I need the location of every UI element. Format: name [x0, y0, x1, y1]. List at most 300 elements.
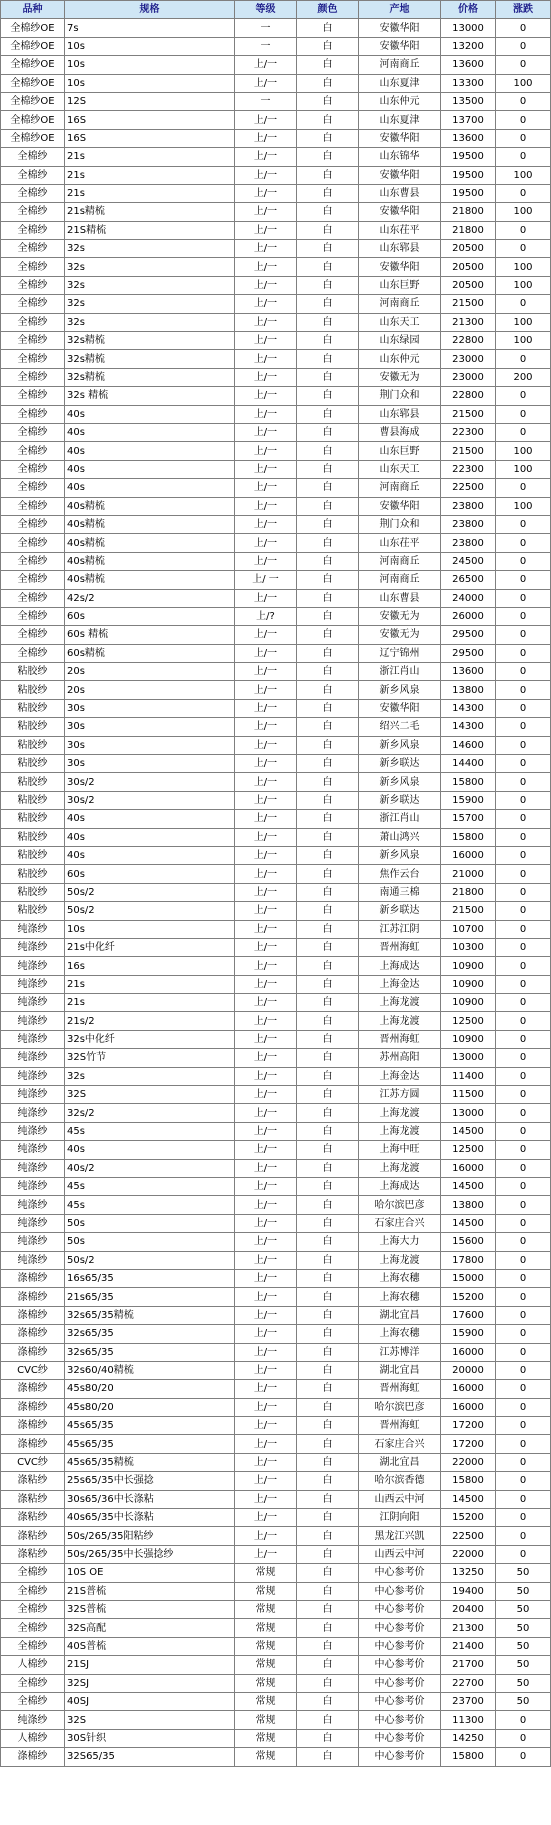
cell-variety: 粘胶纱 [1, 663, 65, 681]
cell-color: 白 [297, 920, 359, 938]
cell-price: 14300 [441, 718, 496, 736]
cell-change: 0 [496, 1453, 551, 1471]
cell-color: 白 [297, 810, 359, 828]
cell-change: 0 [496, 1049, 551, 1067]
cell-origin: 上海农穗 [359, 1325, 441, 1343]
cell-spec: 50s/265/35中长强捻纱 [65, 1545, 235, 1563]
cell-spec: 32S [65, 1086, 235, 1104]
cell-color: 白 [297, 1692, 359, 1710]
cell-price: 10900 [441, 957, 496, 975]
cell-change: 0 [496, 221, 551, 239]
cell-variety: 全棉纱OE [1, 92, 65, 110]
table-row [1, 1472, 551, 1490]
cell-price: 13300 [441, 74, 496, 92]
cell-grade: 上/一 [235, 1122, 297, 1140]
table-row [1, 1086, 551, 1104]
cell-color: 白 [297, 1159, 359, 1177]
cell-change: 0 [496, 957, 551, 975]
cell-price: 23800 [441, 497, 496, 515]
cell-grade: 常规 [235, 1748, 297, 1766]
cell-color: 白 [297, 681, 359, 699]
cell-spec: 32SJ [65, 1674, 235, 1692]
cell-price: 10900 [441, 994, 496, 1012]
table-row [1, 1692, 551, 1710]
cell-grade: 上/一 [235, 74, 297, 92]
table-row [1, 92, 551, 110]
cell-grade: 上/一 [235, 1269, 297, 1287]
cell-spec: 40s [65, 846, 235, 864]
cell-origin: 江阴向阳 [359, 1509, 441, 1527]
cell-price: 22300 [441, 460, 496, 478]
cell-spec: 32s [65, 258, 235, 276]
cell-price: 21800 [441, 203, 496, 221]
cell-variety: 纯涤纱 [1, 957, 65, 975]
cell-variety: 纯涤纱 [1, 1233, 65, 1251]
cell-grade: 上/一 [235, 957, 297, 975]
cell-grade: 上/一 [235, 1214, 297, 1232]
cell-origin: 山东曹县 [359, 589, 441, 607]
cell-price: 14400 [441, 755, 496, 773]
cell-color: 白 [297, 56, 359, 74]
cell-change: 0 [496, 1417, 551, 1435]
cell-change: 0 [496, 56, 551, 74]
cell-spec: 40s [65, 1141, 235, 1159]
cell-variety: 涤棉纱 [1, 1435, 65, 1453]
cell-variety: 全棉纱 [1, 148, 65, 166]
cell-spec: 21S精梳 [65, 221, 235, 239]
cell-grade: 上/一 [235, 1380, 297, 1398]
cell-change: 0 [496, 1196, 551, 1214]
cell-change: 0 [496, 1012, 551, 1030]
cell-variety: 涤棉纱 [1, 1343, 65, 1361]
cell-price: 10900 [441, 1030, 496, 1048]
cell-grade: 上/一 [235, 626, 297, 644]
cell-change: 0 [496, 699, 551, 717]
cell-origin: 中心参考价 [359, 1656, 441, 1674]
cell-spec: 21SJ [65, 1656, 235, 1674]
cell-spec: 30s [65, 699, 235, 717]
table-row [1, 644, 551, 662]
cell-spec: 21s中化纤 [65, 938, 235, 956]
table-row [1, 1509, 551, 1527]
cell-grade: 上/一 [235, 1288, 297, 1306]
cell-change: 0 [496, 515, 551, 533]
table-row [1, 1361, 551, 1379]
cell-change: 100 [496, 166, 551, 184]
cell-color: 白 [297, 1196, 359, 1214]
cell-grade: 上/一 [235, 1030, 297, 1048]
cell-color: 白 [297, 957, 359, 975]
cell-origin: 中心参考价 [359, 1582, 441, 1600]
cell-grade: 上/一 [235, 865, 297, 883]
cell-spec: 25s65/35中长强捻 [65, 1472, 235, 1490]
cell-price: 21500 [441, 442, 496, 460]
cell-spec: 50s [65, 1214, 235, 1232]
cell-price: 20500 [441, 240, 496, 258]
cell-color: 白 [297, 1453, 359, 1471]
table-row [1, 534, 551, 552]
cell-change: 0 [496, 37, 551, 55]
cell-variety: 纯涤纱 [1, 1104, 65, 1122]
cell-variety: 涤粘纱 [1, 1509, 65, 1527]
cell-color: 白 [297, 589, 359, 607]
table-row [1, 1141, 551, 1159]
cell-grade: 上/一 [235, 1141, 297, 1159]
cell-change: 0 [496, 920, 551, 938]
cell-change: 0 [496, 902, 551, 920]
cell-grade: 上/一 [235, 1067, 297, 1085]
cell-change: 0 [496, 184, 551, 202]
cell-grade: 上/一 [235, 1453, 297, 1471]
cell-change: 50 [496, 1692, 551, 1710]
cell-change: 100 [496, 460, 551, 478]
cell-spec: 32s中化纤 [65, 1030, 235, 1048]
cell-grade: 上/ 一 [235, 571, 297, 589]
cell-variety: 全棉纱 [1, 607, 65, 625]
cell-variety: 全棉纱 [1, 258, 65, 276]
cell-spec: 60s [65, 607, 235, 625]
cell-color: 白 [297, 184, 359, 202]
header-price: 价格 [441, 1, 496, 19]
cell-variety: 纯涤纱 [1, 1141, 65, 1159]
cell-origin: 中心参考价 [359, 1674, 441, 1692]
cell-grade: 上/一 [235, 148, 297, 166]
table-row [1, 699, 551, 717]
cell-price: 15900 [441, 1325, 496, 1343]
cell-spec: 32s65/35 [65, 1325, 235, 1343]
cell-change: 50 [496, 1564, 551, 1582]
cell-variety: 全棉纱 [1, 184, 65, 202]
cell-variety: 全棉纱 [1, 1692, 65, 1710]
table-row [1, 515, 551, 533]
cell-price: 13800 [441, 681, 496, 699]
cell-change: 0 [496, 975, 551, 993]
cell-spec: 21s [65, 184, 235, 202]
cell-spec: 32S高配 [65, 1619, 235, 1637]
cell-color: 白 [297, 846, 359, 864]
cell-change: 100 [496, 74, 551, 92]
cell-color: 白 [297, 1030, 359, 1048]
cell-spec: 32s精梳 [65, 350, 235, 368]
cell-color: 白 [297, 828, 359, 846]
cell-change: 0 [496, 1178, 551, 1196]
cell-change: 0 [496, 423, 551, 441]
cell-spec: 16S [65, 111, 235, 129]
cell-change: 0 [496, 1509, 551, 1527]
table-row [1, 1637, 551, 1655]
cell-color: 白 [297, 1251, 359, 1269]
cell-origin: 曹县海成 [359, 423, 441, 441]
cell-origin: 上海中旺 [359, 1141, 441, 1159]
table-row [1, 791, 551, 809]
cell-origin: 新乡联达 [359, 902, 441, 920]
cell-change: 0 [496, 1472, 551, 1490]
cell-origin: 安徽华阳 [359, 166, 441, 184]
table-row [1, 1435, 551, 1453]
cell-variety: 全棉纱 [1, 1582, 65, 1600]
table-row [1, 479, 551, 497]
cell-spec: 50s/265/35阳粘纱 [65, 1527, 235, 1545]
cell-grade: 上/一 [235, 497, 297, 515]
cell-price: 15000 [441, 1269, 496, 1287]
cell-price: 11400 [441, 1067, 496, 1085]
cell-spec: 50s [65, 1233, 235, 1251]
cell-origin: 中心参考价 [359, 1637, 441, 1655]
cell-origin: 上海成达 [359, 957, 441, 975]
cell-variety: 粘胶纱 [1, 828, 65, 846]
table-row [1, 975, 551, 993]
cell-spec: 32s60/40精梳 [65, 1361, 235, 1379]
table-row [1, 1159, 551, 1177]
cell-price: 22500 [441, 1527, 496, 1545]
cell-spec: 40s精梳 [65, 515, 235, 533]
cell-color: 白 [297, 1067, 359, 1085]
cell-variety: 全棉纱 [1, 1564, 65, 1582]
cell-change: 0 [496, 644, 551, 662]
table-row [1, 295, 551, 313]
cell-change: 0 [496, 1748, 551, 1766]
cell-spec: 30S针织 [65, 1729, 235, 1747]
cell-change: 0 [496, 534, 551, 552]
cell-change: 0 [496, 148, 551, 166]
cell-price: 22700 [441, 1674, 496, 1692]
cell-grade: 上/一 [235, 1361, 297, 1379]
table-row [1, 773, 551, 791]
table-row [1, 405, 551, 423]
cell-origin: 上海金达 [359, 1067, 441, 1085]
cell-price: 24000 [441, 589, 496, 607]
cell-color: 白 [297, 479, 359, 497]
cell-origin: 山东天工 [359, 313, 441, 331]
cell-price: 15800 [441, 1472, 496, 1490]
cell-price: 21800 [441, 883, 496, 901]
table-row [1, 1012, 551, 1030]
cell-variety: 全棉纱OE [1, 37, 65, 55]
cell-origin: 江苏博洋 [359, 1343, 441, 1361]
cell-origin: 山东锦华 [359, 148, 441, 166]
cell-change: 0 [496, 1086, 551, 1104]
cell-price: 15900 [441, 791, 496, 809]
table-row [1, 1564, 551, 1582]
cell-color: 白 [297, 1527, 359, 1545]
cell-variety: 全棉纱 [1, 368, 65, 386]
cell-variety: 纯涤纱 [1, 1214, 65, 1232]
cell-change: 50 [496, 1637, 551, 1655]
cell-price: 29500 [441, 644, 496, 662]
cell-spec: 32S普梳 [65, 1600, 235, 1618]
cell-grade: 上/一 [235, 1527, 297, 1545]
cell-price: 12500 [441, 1012, 496, 1030]
cell-spec: 40s [65, 479, 235, 497]
cell-spec: 12S [65, 92, 235, 110]
cell-color: 白 [297, 1104, 359, 1122]
cell-color: 白 [297, 295, 359, 313]
cell-spec: 45s80/20 [65, 1380, 235, 1398]
cell-color: 白 [297, 1380, 359, 1398]
header-origin: 产地 [359, 1, 441, 19]
cell-origin: 哈尔滨巴彦 [359, 1196, 441, 1214]
cell-origin: 山东仲元 [359, 350, 441, 368]
table-row [1, 552, 551, 570]
table-row [1, 1711, 551, 1729]
cell-color: 白 [297, 1711, 359, 1729]
table-row [1, 1398, 551, 1416]
cell-price: 23800 [441, 534, 496, 552]
cell-price: 15200 [441, 1288, 496, 1306]
cell-spec: 30s [65, 718, 235, 736]
header-row [1, 1, 551, 19]
table-row [1, 1122, 551, 1140]
cell-change: 0 [496, 681, 551, 699]
cell-price: 17600 [441, 1306, 496, 1324]
cell-price: 10900 [441, 975, 496, 993]
cell-spec: 32s 精梳 [65, 387, 235, 405]
cell-origin: 山东曹县 [359, 184, 441, 202]
cell-spec: 30s [65, 755, 235, 773]
cell-variety: 纯涤纱 [1, 1711, 65, 1729]
cell-variety: 涤棉纱 [1, 1417, 65, 1435]
cell-change: 0 [496, 1269, 551, 1287]
cell-spec: 60s 精梳 [65, 626, 235, 644]
cell-price: 21500 [441, 902, 496, 920]
cell-grade: 上/一 [235, 276, 297, 294]
cell-price: 13250 [441, 1564, 496, 1582]
cell-variety: 粘胶纱 [1, 810, 65, 828]
cell-change: 100 [496, 332, 551, 350]
table-row [1, 994, 551, 1012]
cell-variety: 全棉纱OE [1, 111, 65, 129]
cell-grade: 上/一 [235, 1178, 297, 1196]
cell-color: 白 [297, 1306, 359, 1324]
table-row [1, 1233, 551, 1251]
cell-color: 白 [297, 497, 359, 515]
cell-grade: 上/一 [235, 773, 297, 791]
cell-color: 白 [297, 1748, 359, 1766]
cell-color: 白 [297, 994, 359, 1012]
table-row [1, 1214, 551, 1232]
cell-price: 15600 [441, 1233, 496, 1251]
cell-price: 21800 [441, 221, 496, 239]
cell-variety: 全棉纱 [1, 405, 65, 423]
cell-price: 21000 [441, 865, 496, 883]
cell-price: 16000 [441, 846, 496, 864]
cell-change: 0 [496, 405, 551, 423]
cell-spec: 16s65/35 [65, 1269, 235, 1287]
cell-variety: 全棉纱 [1, 350, 65, 368]
cell-price: 13600 [441, 663, 496, 681]
cell-grade: 上/一 [235, 350, 297, 368]
cell-variety: 粘胶纱 [1, 681, 65, 699]
header-spec: 规格 [65, 1, 235, 19]
cell-origin: 安徽华阳 [359, 258, 441, 276]
cell-variety: 涤棉纱 [1, 1325, 65, 1343]
cell-spec: 50s/2 [65, 883, 235, 901]
cell-color: 白 [297, 332, 359, 350]
cell-color: 白 [297, 1509, 359, 1527]
cell-change: 0 [496, 1067, 551, 1085]
cell-variety: 全棉纱 [1, 276, 65, 294]
cell-price: 14500 [441, 1122, 496, 1140]
cell-variety: 全棉纱 [1, 534, 65, 552]
cell-origin: 湖北宜昌 [359, 1453, 441, 1471]
cell-variety: 全棉纱 [1, 442, 65, 460]
cell-origin: 山东天工 [359, 460, 441, 478]
cell-grade: 上/一 [235, 718, 297, 736]
cell-spec: 10s [65, 56, 235, 74]
cell-origin: 新乡联达 [359, 791, 441, 809]
cell-color: 白 [297, 1564, 359, 1582]
header-change: 涨跌 [496, 1, 551, 19]
cell-spec: 10s [65, 920, 235, 938]
cell-grade: 上/一 [235, 920, 297, 938]
cell-price: 22300 [441, 423, 496, 441]
cell-color: 白 [297, 791, 359, 809]
cell-color: 白 [297, 1141, 359, 1159]
cell-spec: 32s/2 [65, 1104, 235, 1122]
table-row [1, 129, 551, 147]
cell-grade: 常规 [235, 1692, 297, 1710]
cell-origin: 新乡风泉 [359, 846, 441, 864]
cell-variety: 粘胶纱 [1, 755, 65, 773]
cell-color: 白 [297, 1178, 359, 1196]
cell-spec: 30s/2 [65, 773, 235, 791]
cell-price: 23700 [441, 1692, 496, 1710]
cell-spec: 16s [65, 957, 235, 975]
cell-grade: 上/一 [235, 240, 297, 258]
cell-variety: 涤粘纱 [1, 1490, 65, 1508]
cell-change: 0 [496, 1343, 551, 1361]
table-row [1, 883, 551, 901]
cell-variety: 全棉纱 [1, 479, 65, 497]
cell-change: 0 [496, 736, 551, 754]
cell-grade: 常规 [235, 1564, 297, 1582]
cell-price: 22800 [441, 332, 496, 350]
table-row [1, 1656, 551, 1674]
cell-change: 0 [496, 1306, 551, 1324]
cell-spec: 21s65/35 [65, 1288, 235, 1306]
cell-variety: 粘胶纱 [1, 699, 65, 717]
cell-origin: 安徽无为 [359, 607, 441, 625]
header-variety: 品种 [1, 1, 65, 19]
cell-variety: 涤棉纱 [1, 1269, 65, 1287]
cell-price: 21300 [441, 1619, 496, 1637]
cell-variety: 涤棉纱 [1, 1306, 65, 1324]
table-row [1, 387, 551, 405]
cell-variety: 全棉纱 [1, 589, 65, 607]
table-row [1, 184, 551, 202]
cell-color: 白 [297, 571, 359, 589]
cell-price: 11300 [441, 1711, 496, 1729]
table-row [1, 1600, 551, 1618]
table-row [1, 350, 551, 368]
cell-origin: 安徽华阳 [359, 497, 441, 515]
cell-variety: 全棉纱 [1, 571, 65, 589]
cell-spec: 32s精梳 [65, 332, 235, 350]
cell-price: 15200 [441, 1509, 496, 1527]
cell-grade: 上/一 [235, 828, 297, 846]
cell-grade: 一 [235, 92, 297, 110]
cell-grade: 上/一 [235, 56, 297, 74]
cell-origin: 山东茌平 [359, 534, 441, 552]
table-row [1, 1729, 551, 1747]
cell-spec: 32s [65, 240, 235, 258]
cell-grade: 上/一 [235, 1306, 297, 1324]
cell-color: 白 [297, 736, 359, 754]
cell-change: 0 [496, 1288, 551, 1306]
cell-variety: 纯涤纱 [1, 1122, 65, 1140]
cell-price: 24500 [441, 552, 496, 570]
cell-origin: 中心参考价 [359, 1748, 441, 1766]
